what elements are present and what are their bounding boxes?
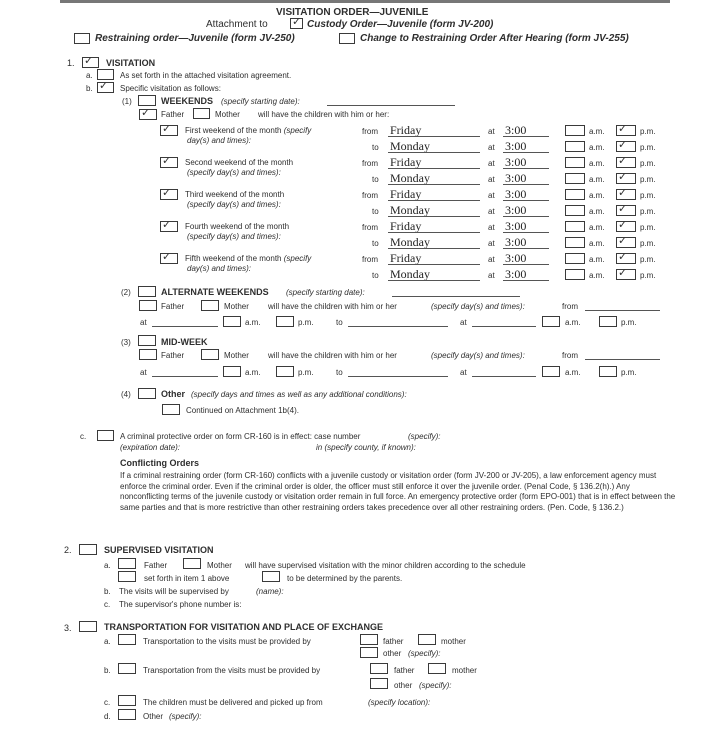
- delivery-location-hint: (specify location):: [368, 698, 431, 707]
- criminal-protective-order-label: A criminal protective order on form CR-160 is in effect: case number: [120, 432, 361, 441]
- mid-to-label: to: [336, 368, 343, 377]
- alt-mother-checkbox[interactable]: [201, 300, 219, 311]
- weekend-4-to-day[interactable]: Monday: [390, 235, 430, 249]
- supervised-set-forth-checkbox[interactable]: [118, 571, 136, 582]
- alt-to-label: to: [336, 318, 343, 327]
- mid-from-am-label: a.m.: [245, 368, 261, 377]
- transport-other-checkbox[interactable]: [118, 709, 136, 720]
- weekend-3-hint: (specify day(s) and times):: [187, 200, 281, 209]
- section-1-number: 1.: [67, 58, 75, 68]
- supervised-determined-checkbox[interactable]: [262, 571, 280, 582]
- weekend-3-from-day[interactable]: Friday: [390, 187, 422, 201]
- continued-attachment-label: Continued on Attachment 1b(4).: [186, 406, 299, 415]
- weekend-2-from-at-label: at: [488, 159, 495, 168]
- weekend-5-from-label: from: [362, 255, 378, 264]
- weekend-2-to-am-label: a.m.: [589, 175, 605, 184]
- weekend-2-to-day-line: [388, 184, 480, 185]
- alt-to-at-label: at: [460, 318, 467, 327]
- supervised-determined-label: to be determined by the parents.: [287, 574, 403, 583]
- weekend-3-from-am-checkbox[interactable]: [565, 189, 585, 200]
- weekend-4-from-day-line: [388, 232, 480, 233]
- supervised-visitation-checkbox[interactable]: [79, 544, 97, 555]
- delivery-location-checkbox[interactable]: [118, 695, 136, 706]
- transport-to-father-checkbox[interactable]: [360, 634, 378, 645]
- supervised-set-forth-label: set forth in item 1 above: [144, 574, 230, 583]
- weekend-1-to-at-label: at: [488, 143, 495, 152]
- weekend-5-from-am-checkbox[interactable]: [565, 253, 585, 264]
- supervised-mother-label: Mother: [207, 561, 232, 570]
- mid-mother-label: Mother: [224, 351, 249, 360]
- weekends-hint: (specify starting date):: [221, 97, 300, 106]
- weekend-5-to-day[interactable]: Monday: [390, 267, 430, 281]
- weekend-1-to-am-checkbox[interactable]: [565, 141, 585, 152]
- weekend-5-from-pm-label: p.m.: [640, 255, 656, 264]
- weekend-5-from-time[interactable]: 3:00: [505, 251, 527, 265]
- weekend-label-text: First weekend of the month: [185, 126, 282, 135]
- mid-to-time-field[interactable]: [472, 376, 536, 377]
- attachment-label: Attachment to: [206, 19, 268, 30]
- weekend-4-from-at-label: at: [488, 223, 495, 232]
- weekend-5-from-day-line: [388, 264, 480, 265]
- item-1b3-number: (3): [121, 338, 131, 347]
- item-1b4-number: (4): [121, 390, 131, 399]
- weekend-2-to-label: to: [372, 175, 379, 184]
- weekend-3-from-pm-label: p.m.: [640, 191, 656, 200]
- page-title: VISITATION ORDER—JUVENILE: [276, 7, 429, 18]
- weekend-label-text: Fifth weekend of the month: [185, 254, 282, 263]
- weekend-2-from-pm-label: p.m.: [640, 159, 656, 168]
- transport-other-label: Other: [143, 712, 164, 721]
- top-border: [60, 0, 670, 3]
- transport-from-mother-checkbox[interactable]: [428, 663, 446, 674]
- weekend-2-from-am-checkbox[interactable]: [565, 157, 585, 168]
- transport-to-mother-checkbox[interactable]: [418, 634, 436, 645]
- weekend-1-from-pm-checkbox[interactable]: [616, 125, 636, 136]
- weekend-5-from-am-label: a.m.: [589, 255, 605, 264]
- alt-will-have-text: will have the children with him or her: [268, 302, 397, 311]
- weekend-4-to-pm-checkbox[interactable]: [616, 237, 636, 248]
- alt-from-pm-checkbox[interactable]: [276, 316, 294, 327]
- mid-father-checkbox[interactable]: [139, 349, 157, 360]
- custody-order-label: Custody Order—Juvenile (form JV-200): [307, 19, 494, 30]
- weekend-2-to-pm-label: p.m.: [640, 175, 656, 184]
- criminal-protective-order-checkbox[interactable]: [97, 430, 114, 441]
- weekend-1-from-label: from: [362, 127, 378, 136]
- weekend-4-to-am-label: a.m.: [589, 239, 605, 248]
- transportation-checkbox[interactable]: [79, 621, 97, 632]
- item-3a-letter: a.: [104, 637, 111, 646]
- transport-from-other-checkbox[interactable]: [370, 678, 388, 689]
- mid-from-field[interactable]: [585, 359, 660, 360]
- weekend-4-from-pm-checkbox[interactable]: [616, 221, 636, 232]
- weekend-5-to-label: to: [372, 271, 379, 280]
- alt-from-pm-label: p.m.: [298, 318, 314, 327]
- weekend-4-to-pm-label: p.m.: [640, 239, 656, 248]
- weekend-4-from-am-label: a.m.: [589, 223, 605, 232]
- mid-to-pm-checkbox[interactable]: [599, 366, 617, 377]
- weekend-label-text: Third weekend of the month: [185, 190, 285, 199]
- mid-from-pm-label: p.m.: [298, 368, 314, 377]
- mid-to-at-label: at: [460, 368, 467, 377]
- mid-specify-days: (specify day(s) and times):: [431, 351, 525, 360]
- weekend-5-from-pm-checkbox[interactable]: [616, 253, 636, 264]
- weekend-4-to-time-line: [503, 248, 549, 249]
- weekend-5-from-at-label: at: [488, 255, 495, 264]
- transport-from-other-label: other: [394, 681, 413, 690]
- alt-father-checkbox[interactable]: [139, 300, 157, 311]
- alt-father-label: Father: [161, 302, 185, 311]
- weekend-5-from-day[interactable]: Friday: [390, 251, 422, 265]
- weekend-5-to-at-label: at: [488, 271, 495, 280]
- transport-to-other-checkbox[interactable]: [360, 647, 378, 658]
- mid-to-pm-label: p.m.: [621, 368, 637, 377]
- weekend-1-from-am-checkbox[interactable]: [565, 125, 585, 136]
- weekend-4-from-time[interactable]: 3:00: [505, 219, 527, 233]
- weekend-1-to-day[interactable]: Monday: [390, 139, 430, 153]
- alt-to-field[interactable]: [348, 326, 448, 327]
- transportation-heading: TRANSPORTATION FOR VISITATION AND PLACE OF EXCHANGE: [104, 622, 383, 632]
- weekend-2-to-time[interactable]: 3:00: [505, 171, 527, 185]
- weekend-4-from-day[interactable]: Friday: [390, 219, 422, 233]
- weekend-2-from-am-label: a.m.: [589, 159, 605, 168]
- transport-other-hint: (specify):: [169, 712, 202, 721]
- supervised-visitation-heading: SUPERVISED VISITATION: [104, 545, 214, 555]
- weekend-4-hint: (specify day(s) and times):: [187, 232, 281, 241]
- weekend-3-from-time[interactable]: 3:00: [505, 187, 527, 201]
- item-2c-letter: c.: [104, 600, 111, 609]
- weekend-1-to-am-label: a.m.: [589, 143, 605, 152]
- supervised-by-label: The visits will be supervised by: [119, 587, 229, 596]
- alt-specify-days: (specify day(s) and times):: [431, 302, 525, 311]
- weekend-3-from-label: from: [362, 191, 378, 200]
- item-3c-letter: c.: [104, 698, 111, 707]
- weekend-5-to-day-line: [388, 280, 480, 281]
- weekend-3-from-day-line: [388, 200, 480, 201]
- delivery-location-label: The children must be delivered and picked up from: [143, 698, 323, 707]
- weekend-1-to-time[interactable]: 3:00: [505, 139, 527, 153]
- weekends-father-checkbox[interactable]: [139, 109, 157, 120]
- weekend-4-from-time-line: [503, 232, 549, 233]
- weekend-1-from-time[interactable]: 3:00: [505, 123, 527, 137]
- weekend-3-to-am-label: a.m.: [589, 207, 605, 216]
- transport-from-father-label: father: [394, 666, 415, 675]
- section-3-number: 3.: [64, 623, 72, 633]
- weekend-2-from-time[interactable]: 3:00: [505, 155, 527, 169]
- weekend-2-to-am-checkbox[interactable]: [565, 173, 585, 184]
- weekend-2-from-label: from: [362, 159, 378, 168]
- weekend-1-to-pm-label: p.m.: [640, 143, 656, 152]
- transport-from-checkbox[interactable]: [118, 663, 136, 674]
- weekend-4-from-am-checkbox[interactable]: [565, 221, 585, 232]
- mid-at-label: at: [140, 368, 147, 377]
- weekends-checkbox[interactable]: [138, 95, 156, 106]
- mid-father-label: Father: [161, 351, 185, 360]
- expiration-date-hint: (expiration date):: [120, 443, 181, 452]
- change-order-checkbox[interactable]: [339, 33, 355, 44]
- weekend-3-to-day[interactable]: Monday: [390, 203, 430, 217]
- weekend-3-to-time[interactable]: 3:00: [505, 203, 527, 217]
- weekend-3-from-at-label: at: [488, 191, 495, 200]
- visitation-heading: VISITATION: [106, 58, 156, 68]
- weekend-5-to-pm-checkbox[interactable]: [616, 269, 636, 280]
- supervisor-phone-label: The supervisor's phone number is:: [119, 600, 242, 609]
- weekend-5-to-time[interactable]: 3:00: [505, 267, 527, 281]
- transport-from-label: Transportation from the visits must be provided by: [143, 666, 321, 675]
- case-number-hint: (specify):: [408, 432, 441, 441]
- mid-week-checkbox[interactable]: [138, 335, 156, 346]
- other-visitation-hint: (specify days and times as well as any additional conditions):: [191, 390, 407, 399]
- specific-visitation-checkbox[interactable]: [97, 82, 114, 93]
- weekend-4-label: [185, 222, 289, 232]
- weekend-3-to-day-line: [388, 216, 480, 217]
- mid-from-pm-checkbox[interactable]: [276, 366, 294, 377]
- weekend-3-to-label: to: [372, 207, 379, 216]
- weekend-2-from-day-line: [388, 168, 480, 169]
- weekend-4-to-am-checkbox[interactable]: [565, 237, 585, 248]
- weekend-3-to-time-line: [503, 216, 549, 217]
- item-3b-letter: b.: [104, 666, 111, 675]
- weekend-label-text: Second weekend of the month: [185, 158, 294, 167]
- weekend-2-label: [185, 158, 293, 168]
- mid-from-label: from: [562, 351, 578, 360]
- weekend-3-to-am-checkbox[interactable]: [565, 205, 585, 216]
- weekend-5-to-am-checkbox[interactable]: [565, 269, 585, 280]
- item-2b-letter: b.: [104, 587, 111, 596]
- weekends-label: WEEKENDS: [161, 96, 214, 106]
- weekend-1-label: [185, 126, 311, 136]
- item-1b-letter: b.: [86, 84, 93, 93]
- weekend-1-from-am-label: a.m.: [589, 127, 605, 136]
- alt-to-time-field[interactable]: [472, 326, 536, 327]
- restraining-order-label: Restraining order—Juvenile (form JV-250): [95, 33, 295, 44]
- alt-to-am-checkbox[interactable]: [542, 316, 560, 327]
- alt-from-time-field[interactable]: [152, 326, 218, 327]
- mid-to-field[interactable]: [348, 376, 448, 377]
- weekend-1-from-day-line: [388, 136, 480, 137]
- transport-to-father-label: father: [383, 637, 404, 646]
- weekend-3-from-am-label: a.m.: [589, 191, 605, 200]
- weekends-father-label: Father: [161, 110, 185, 119]
- transport-to-other-label: other: [383, 649, 402, 658]
- weekend-3-to-at-label: at: [488, 207, 495, 216]
- other-visitation-label: Other: [161, 389, 186, 399]
- weekend-1-to-day-line: [388, 152, 480, 153]
- weekend-4-to-day-line: [388, 248, 480, 249]
- weekend-3-to-pm-label: p.m.: [640, 207, 656, 216]
- weekend-1-to-label: to: [372, 143, 379, 152]
- alternate-weekends-hint: (specify starting date):: [286, 288, 365, 297]
- mid-will-have-text: will have the children with him or her: [268, 351, 397, 360]
- weekend-4-to-label: to: [372, 239, 379, 248]
- mid-to-am-label: a.m.: [565, 368, 581, 377]
- conflicting-orders-text: If a criminal restraining order (form CR-160) conflicts with a juvenile custody or visitation order (form JV-200 or JV-205), a law enforcement agency must enforce the criminal order. Even if the criminal order is older, the officer must still enforce it over the juvenile order. (Penal Code, § 136.2(h).) Any nonconflicting terms of the juvenile custody or visitation order remain in full force. An emergency protective order (form EPO-001) that is in effect between the same parties and that is more restrictive than other restraining orders takes precedence over all other restraining orders. (Pen. Code, § 136.2.): [120, 471, 676, 512]
- section-2-number: 2.: [64, 545, 72, 555]
- mid-from-time-field[interactable]: [152, 376, 218, 377]
- weekend-5-from-time-line: [503, 264, 549, 265]
- weekend-4-to-time[interactable]: 3:00: [505, 235, 527, 249]
- visitation-agreement-checkbox[interactable]: [97, 69, 114, 80]
- weekend-3-label: [185, 190, 284, 200]
- alt-to-pm-label: p.m.: [621, 318, 637, 327]
- weekend-1-from-pm-label: p.m.: [640, 127, 656, 136]
- weekend-1-from-time-line: [503, 136, 549, 137]
- alt-from-am-label: a.m.: [245, 318, 261, 327]
- restraining-order-checkbox[interactable]: [74, 33, 90, 44]
- county-hint: in (specify county, if known):: [316, 443, 416, 452]
- transport-to-other-hint: (specify):: [408, 649, 441, 658]
- weekend-5-hint: day(s) and times):: [187, 264, 252, 273]
- weekend-2-from-day[interactable]: Friday: [390, 155, 422, 169]
- supervised-by-name-hint: (name):: [256, 587, 284, 596]
- alt-to-am-label: a.m.: [565, 318, 581, 327]
- weekend-label-text: Fourth weekend of the month: [185, 222, 290, 231]
- alt-to-pm-checkbox[interactable]: [599, 316, 617, 327]
- transport-to-mother-label: mother: [441, 637, 466, 646]
- weekend-2-to-pm-checkbox[interactable]: [616, 173, 636, 184]
- weekend-3-from-time-line: [503, 200, 549, 201]
- supervised-mother-checkbox[interactable]: [183, 558, 201, 569]
- alternate-weekends-checkbox[interactable]: [138, 286, 156, 297]
- transport-from-other-hint: (specify):: [419, 681, 452, 690]
- alt-at-label: at: [140, 318, 147, 327]
- alternate-weekends-label: ALTERNATE WEEKENDS: [161, 287, 269, 297]
- other-visitation-checkbox[interactable]: [138, 388, 156, 399]
- weekend-1-from-at-label: at: [488, 127, 495, 136]
- item-3d-letter: d.: [104, 712, 111, 721]
- weekend-2-to-at-label: at: [488, 175, 495, 184]
- continued-attachment-checkbox[interactable]: [162, 404, 180, 415]
- weekend-1-from-day[interactable]: Friday: [390, 123, 422, 137]
- change-order-label: Change to Restraining Order After Hearing (form JV-255): [360, 33, 629, 44]
- visitation-checkbox[interactable]: [82, 57, 99, 68]
- alt-from-label: from: [562, 302, 578, 311]
- weekend-3-to-pm-checkbox[interactable]: [616, 205, 636, 216]
- item-1c-letter: c.: [80, 432, 87, 441]
- supervised-father-checkbox[interactable]: [118, 558, 136, 569]
- weekends-mother-label: Mother: [215, 110, 240, 119]
- weekend-1-to-pm-checkbox[interactable]: [616, 141, 636, 152]
- item-1b2-number: (2): [121, 288, 131, 297]
- weekend-3-checkbox[interactable]: [160, 189, 178, 200]
- transport-to-label: Transportation to the visits must be provided by: [143, 637, 311, 646]
- weekend-1-checkbox[interactable]: [160, 125, 178, 136]
- weekend-2-to-day[interactable]: Monday: [390, 171, 430, 185]
- item-1a-letter: a.: [86, 71, 93, 80]
- weekend-1-hint: day(s) and times):: [187, 136, 252, 145]
- weekend-2-from-time-line: [503, 168, 549, 169]
- weekend-5-to-pm-label: p.m.: [640, 271, 656, 280]
- weekend-2-checkbox[interactable]: [160, 157, 178, 168]
- specific-visitation-label: Specific visitation as follows:: [120, 84, 221, 93]
- weekends-will-have-text: will have the children with him or her:: [258, 110, 390, 119]
- weekend-5-to-time-line: [503, 280, 549, 281]
- alt-from-am-checkbox[interactable]: [223, 316, 241, 327]
- item-2a-letter: a.: [104, 561, 111, 570]
- weekend-2-hint: (specify day(s) and times):: [187, 168, 281, 177]
- alt-mother-label: Mother: [224, 302, 249, 311]
- weekend-label-specify: (specify: [283, 254, 312, 263]
- mid-mother-checkbox[interactable]: [201, 349, 219, 360]
- weekend-2-to-time-line: [503, 184, 549, 185]
- supervised-will-have-text: will have supervised visitation with the minor children according to the schedule: [245, 561, 526, 570]
- custody-order-checkbox[interactable]: [290, 18, 303, 29]
- weekend-4-checkbox[interactable]: [160, 221, 178, 232]
- mid-to-am-checkbox[interactable]: [542, 366, 560, 377]
- weekend-label-specify: (specify: [283, 126, 312, 135]
- supervised-father-label: Father: [144, 561, 168, 570]
- mid-from-am-checkbox[interactable]: [223, 366, 241, 377]
- transport-from-father-checkbox[interactable]: [370, 663, 388, 674]
- weekend-5-label: [185, 254, 311, 264]
- transport-from-mother-label: mother: [452, 666, 477, 675]
- weekends-start-date-field[interactable]: [327, 105, 455, 106]
- weekend-2-from-pm-checkbox[interactable]: [616, 157, 636, 168]
- weekend-4-to-at-label: at: [488, 239, 495, 248]
- item-1b1-number: (1): [122, 97, 132, 106]
- weekends-mother-checkbox[interactable]: [193, 108, 210, 119]
- mid-week-label: MID-WEEK: [161, 337, 208, 347]
- alt-from-field[interactable]: [585, 310, 660, 311]
- visitation-agreement-label: As set forth in the attached visitation agreement.: [120, 71, 292, 80]
- weekend-4-from-label: from: [362, 223, 378, 232]
- weekend-1-to-time-line: [503, 152, 549, 153]
- weekend-3-from-pm-checkbox[interactable]: [616, 189, 636, 200]
- weekend-4-from-pm-label: p.m.: [640, 223, 656, 232]
- weekend-5-to-am-label: a.m.: [589, 271, 605, 280]
- transport-to-checkbox[interactable]: [118, 634, 136, 645]
- alternate-weekends-date-field[interactable]: [392, 296, 520, 297]
- weekend-5-checkbox[interactable]: [160, 253, 178, 264]
- conflicting-orders-heading: Conflicting Orders: [120, 458, 200, 468]
